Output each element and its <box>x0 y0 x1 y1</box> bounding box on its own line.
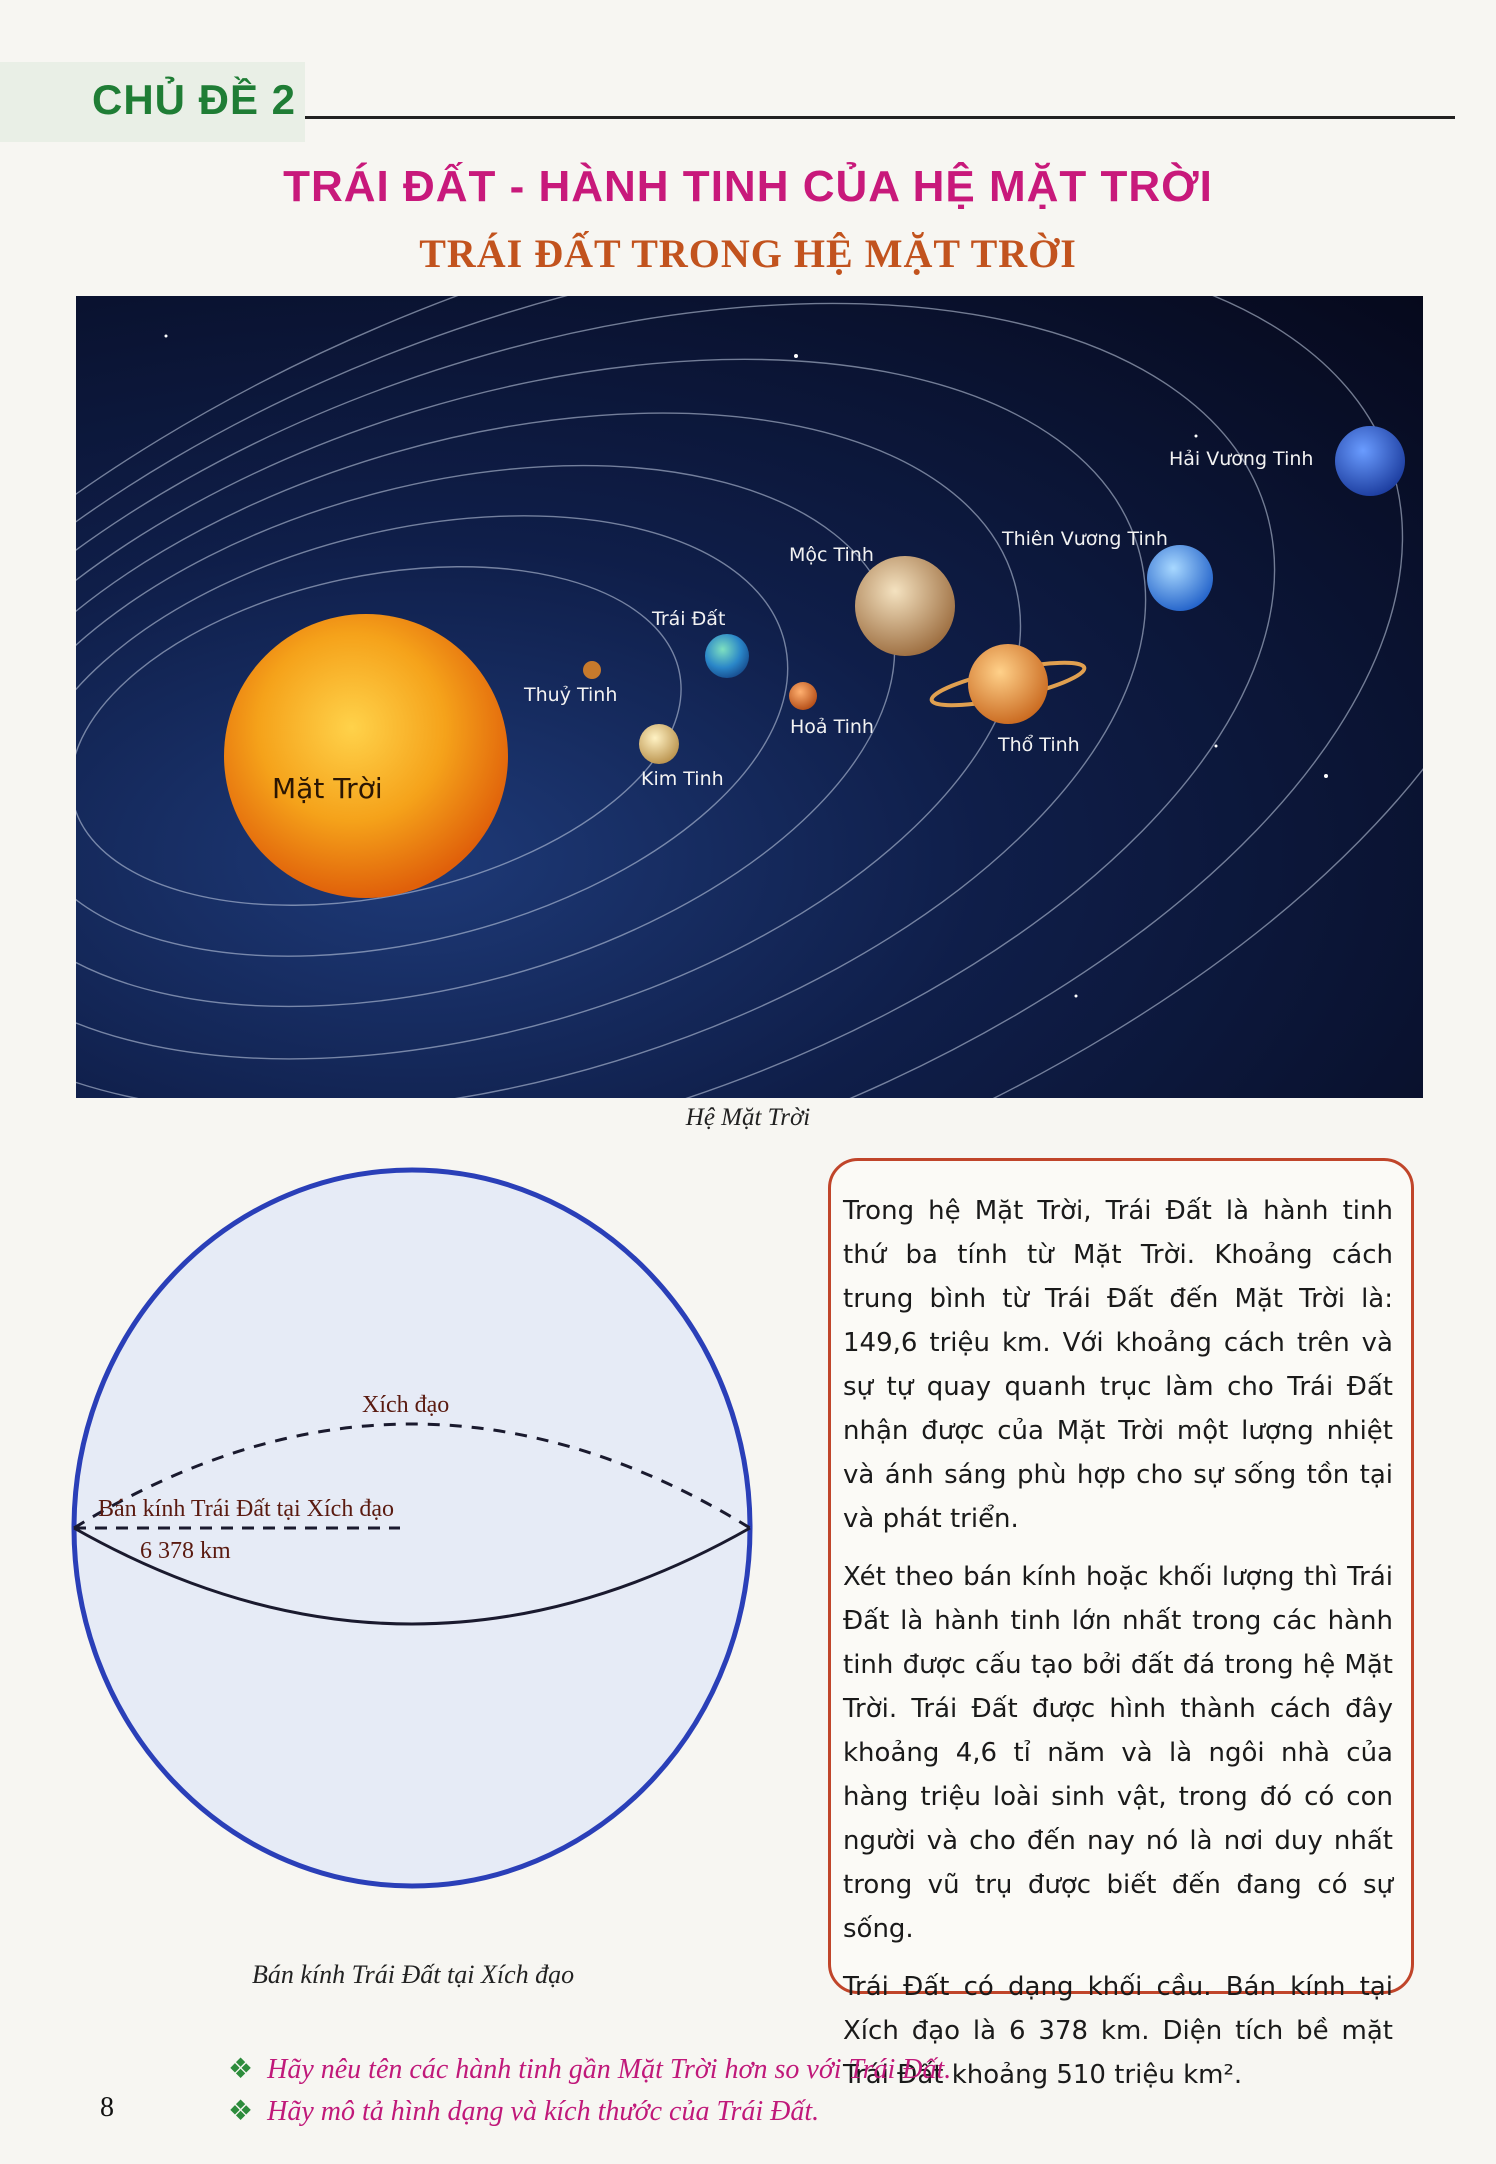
section-subtitle: TRÁI ĐẤT TRONG HỆ MẶT TRỜI <box>419 231 1077 276</box>
question-1 <box>228 2052 951 2086</box>
solar-system-caption: Hệ Mặt Trời <box>685 1104 811 1131</box>
planet-label-jupiter: Mộc Tinh <box>789 544 874 566</box>
page-number: 8 <box>100 2092 114 2123</box>
uranus <box>1147 545 1213 611</box>
diamond-bullet-icon: ❖ <box>228 2096 254 2127</box>
planet-label-saturn: Thổ Tinh <box>998 734 1080 756</box>
neptune <box>1335 426 1405 496</box>
venus <box>639 724 679 764</box>
topic-label: CHỦ ĐỀ 2 <box>92 76 297 123</box>
planet-label-mars: Hoả Tinh <box>790 716 874 738</box>
radius-value: 6 378 km <box>140 1538 231 1564</box>
info-box <box>828 1158 1414 2090</box>
question-2 <box>228 2094 819 2128</box>
solar-system-illustration <box>76 296 1423 1098</box>
planet-label-neptune: Hải Vương Tinh <box>1169 448 1314 470</box>
saturn <box>929 644 1087 724</box>
globe-outline <box>74 1170 750 1886</box>
info-paragraph-2: Xét theo bán kính hoặc khối lượng thì Trái Đất là hành tinh lớn nhất trong các hành tinh được cấu tạo bởi đất đá trong hệ Mặt Trời. Trái Đất được hình thành cách đây khoảng 4,6 tỉ năm và là ngôi nhà của hàng triệu loài sinh vật, trong đó có con người và cho đến nay nó là nơi duy nhất trong vũ trụ được biết đến đang có sự sống. <box>843 1562 1393 1944</box>
radius-label: Bán kính Trái Đất tại Xích đạo <box>98 1496 394 1522</box>
mercury <box>583 661 601 679</box>
earth-globe-diagram <box>60 1160 760 1910</box>
page-title: TRÁI ĐẤT - HÀNH TINH CỦA HỆ MẶT TRỜI <box>283 162 1213 211</box>
earth <box>705 634 749 678</box>
globe-svg <box>60 1160 760 1910</box>
globe-caption: Bán kính Trái Đất tại Xích đạo <box>252 1960 575 1989</box>
question-1-text: Hãy nêu tên các hành tinh gần Mặt Trời hơn so với Trái Đất. <box>267 2054 952 2085</box>
info-paragraph-3: Trái Đất có dạng khối cầu. Bán kính tại Xích đạo là 6 378 km. Diện tích bề mặt Trái Đất khoảng 510 triệu km². <box>843 1972 1393 2090</box>
planet-label-uranus: Thiên Vương Tinh <box>1002 528 1168 550</box>
diamond-bullet-icon: ❖ <box>228 2054 254 2085</box>
solar-system-svg <box>76 296 1423 1098</box>
equator-label: Xích đạo <box>362 1392 450 1418</box>
planet-label-mercury: Thuỷ Tinh <box>524 684 618 706</box>
planet-label-earth: Trái Đất <box>652 608 726 630</box>
planet-label-venus: Kim Tinh <box>641 768 724 790</box>
jupiter <box>855 556 955 656</box>
sun <box>224 614 508 898</box>
sun-label: Mặt Trời <box>272 772 383 805</box>
header-rule <box>305 116 1455 119</box>
question-2-text: Hãy mô tả hình dạng và kích thước của Trái Đất. <box>267 2096 820 2127</box>
info-paragraph-1: Trong hệ Mặt Trời, Trái Đất là hành tinh thứ ba tính từ Mặt Trời. Khoảng cách trung bình từ Trái Đất đến Mặt Trời là: 149,6 triệu km. Với khoảng cách trên và sự tự quay quanh trục làm cho Trái Đất nhận được của Mặt Trời một lượng nhiệt và ánh sáng phù hợp cho sự sống tồn tại và phát triển. <box>843 1196 1393 1534</box>
mars <box>789 682 817 710</box>
